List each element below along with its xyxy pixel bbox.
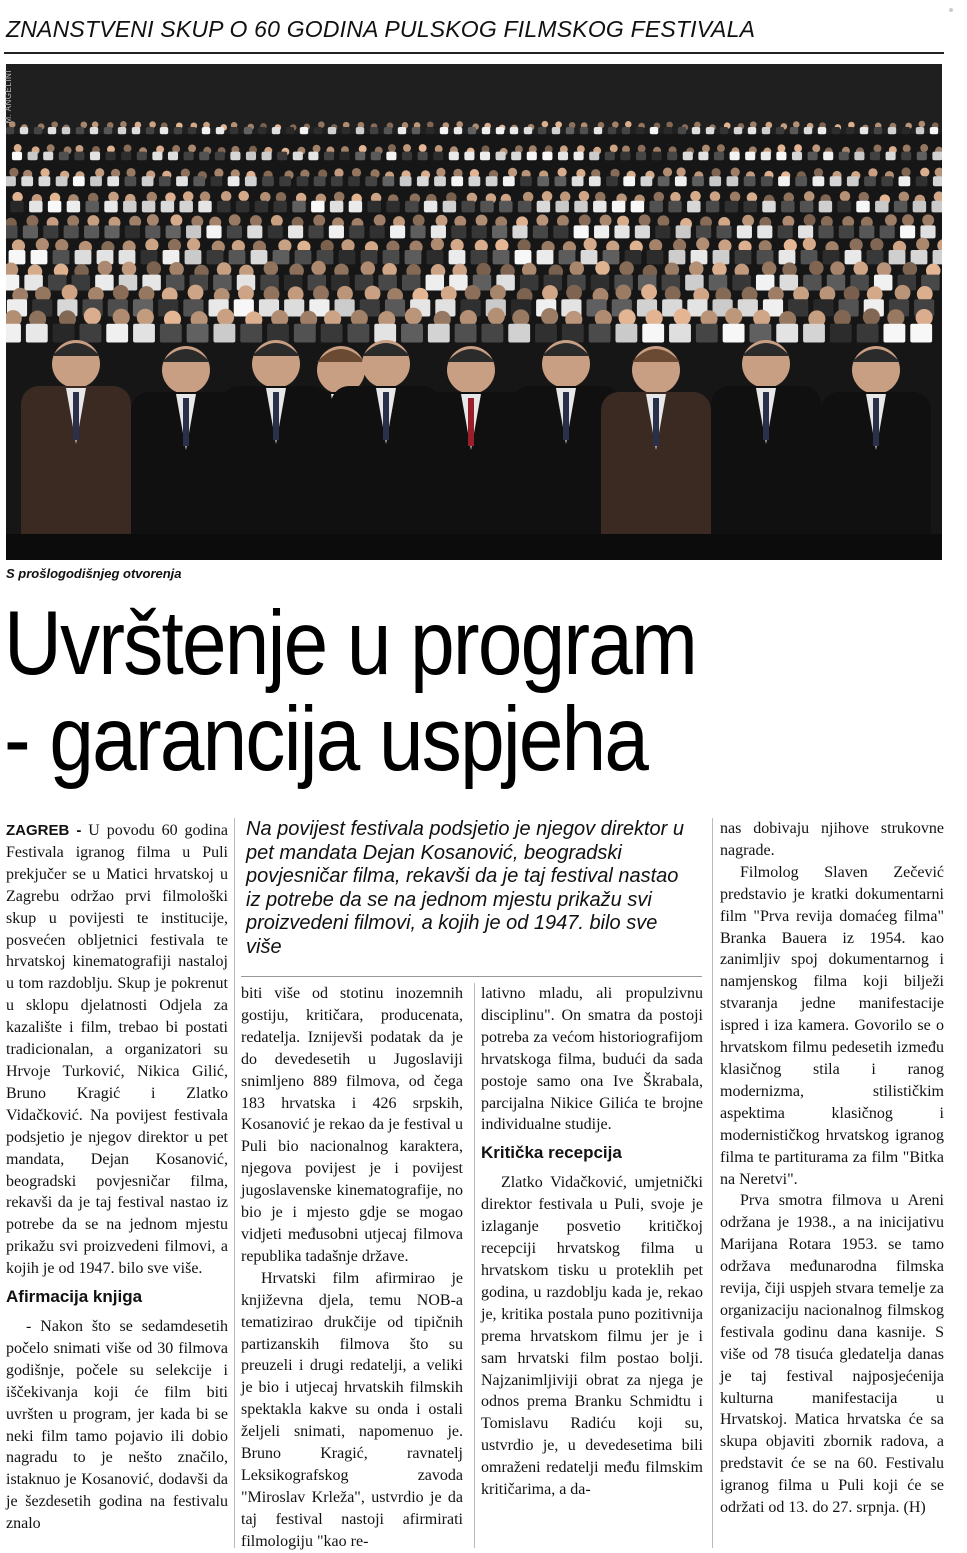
photo-credit: M. ANGELINI (4, 70, 13, 124)
headline (4, 593, 840, 790)
page-mark (949, 8, 953, 12)
paragraph-3: biti više od stotinu inozemnih gostiju, kritičara, producenata, redatelja. Iznijevši podatak da je do devedesetih u Jugoslaviji snimljeno 889 filmova, od čega 183 hrvatska i 426 srpskih, Kosanović je rekao da je festival u Puli bio nacionalnog karaktera, njegova povijest je i povijest jugoslavenske kinematografije, no bio je i mjesto gdje se mogao vidjeti međusobni utjecaj filmova republika tadašnje države. (241, 985, 463, 1265)
article-column-4 (720, 818, 944, 1519)
paragraph-2: - Nakon što se sedamdesetih počelo snimati više od 30 filmova godišnje, počele su selekcije i iščekivanja koji će film biti uvršten u program, jer kada bi se neki film tamo pojavio ili dobio nagradu to je nešto značilo, istaknuo je Kosanović, dodavši da je šezdesetih godina na festivalu znalo (6, 1318, 228, 1533)
subhead-kriticka: Kritička recepcija (481, 1143, 622, 1163)
pull-quote: Na povijest festivala podsjetio je njegov direktor u pet mandata Dejan Kosanović, beogradski povjesničar filma, rekavši da je taj festival nastao iz potrebe da se na jednom mjestu prikažu svi proizvedeni filmovi, a kojih je od 1947. bilo sve više (246, 818, 685, 958)
paragraph-9: Prva smotra filmova u Areni održana je 1938., a na inicijativu Marijana Rotara 1953. se tamo održava međunarodna filmska revija, čiji uspjeh stvara temelje za organizaciju nacionalnog filmskog festivala godinu dana kasnije. S više od 78 tisuća gledatelja danas je taj festival najposjećenija kulturna manifestacija u Hrvatskoj. Matica hrvatska će sa skupa objaviti zbornik radova, a predstavit će se na 60. Festivalu igranog filma u Puli koji će se održati od 13. do 27. srpnja. (H) (720, 1192, 944, 1517)
paragraph-5: lativno mladu, ali propulzivnu disciplinu". On smatra da postoji potreba za većom historiografijom hrvatskoga filma, budući da sada postoje samo ona Ive Škrabala, parcijalna Nikice Gilića te brojne individualne studije. (481, 985, 703, 1134)
kicker-rule (4, 52, 944, 54)
audience-photo (6, 64, 942, 560)
column-divider (474, 983, 475, 1548)
lead-paragraph (6, 820, 228, 1280)
headline-line-1: Uvrštenje u program (4, 593, 697, 694)
audience-photo-illustration (6, 64, 942, 560)
article-column-1 (6, 820, 228, 1535)
photo-caption: S prošlogodišnjeg otvorenja (6, 566, 182, 581)
paragraph-8: Filmolog Slaven Zečević predstavio je kratki dokumentarni film "Prva revija domaćeg filma" Branka Bauera iz 1954. kao zanimljiv spoj dokumentarnog i namjenskog filma koji bilježi stvaranja jedne manifestacije ispred i iza kamera. Govorilo se o hrvatskom filmu pedesetih između klasičnog stila i ranog modernizma, stilističkim aspektima klasičnog i modernističkog hrvatskog igranog filma te partiturama za film "Bitka na Neretvi". (720, 863, 944, 1188)
column-divider (712, 818, 713, 1548)
paragraph-6: Zlatko Vidačković, umjetnički direktor festivala u Puli, svoje je izlaganje posvetio kritičkoj recepciji hrvatskog filma u hrvatskom tisku u proteklih pet godina, u razdoblju kada je, rekao je, kritika postala puno pozitivnija prema hrvatskom filmu jer je i sam hrvatski film postao bolji. Najzanimljiviji obrat za njega je odnos prema Branku Schmidtu i Tomislavu Radiću koji su, ustvrdio je, u devedesetima bili omraženi redatelji među filmskim kritičarima, a da- (481, 1174, 703, 1499)
subhead-afirmacija: Afirmacija knjiga (6, 1287, 143, 1307)
paragraph-1: U povodu 60 godina Festivala igranog filma u Puli prekjučer se u Matici hrvatskoj u Zagrebu održao prvi filmološki skup u povijesti te institucije, posvećen obljetnici festivala te hrvatskoj kinematografiji nastaloj u tom razdoblju. Skup je pokrenut u sklopu djelatnosti Odjela za kazalište i film, trebao bi postati tradicionalan, a organizatori su Hrvoje Turković, Nikica Gilić, Bruno Kragić i Zlatko Vidačković. Na povijest festivala podsjetio je njegov direktor u pet mandata, Dejan Kosanović, beogradski povjesničar filma, rekavši da je taj festival nastao iz potrebe da se na jednom mjestu prikažu svi proizvedeni filmovi, a kojih je od 1947. bilo sve više. (6, 822, 229, 1278)
column-divider (234, 818, 235, 1548)
paragraph-4: Hrvatski film afirmirao je književna djela, temu NOB-a tematizirao drukčije od tipičnih partizanskih filmova što su preuzeli i drugi redatelji, a veliki je bio i utjecaj hrvatskih filmskih spektakla kakve su onda i ostali željeli snimati, napomenuo je. Bruno Kragić, ravnatelj Leksikografskog zavoda "Miroslav Krleža", ustvrdio je da taj festival nastoji afirmirati filmologiju "kao re- (241, 1269, 463, 1550)
pull-quote-rule (241, 976, 702, 977)
headline-line-2: - garancija uspjeha (4, 689, 648, 790)
article-column-3 (481, 983, 703, 1501)
article-column-2 (241, 983, 463, 1553)
dateline: ZAGREB - (6, 822, 82, 839)
kicker: ZNANSTVENI SKUP O 60 GODINA PULSKOG FILMSKOG FESTIVALA (6, 16, 756, 42)
paragraph-7: nas dobivaju njihove strukovne nagrade. (720, 820, 944, 859)
